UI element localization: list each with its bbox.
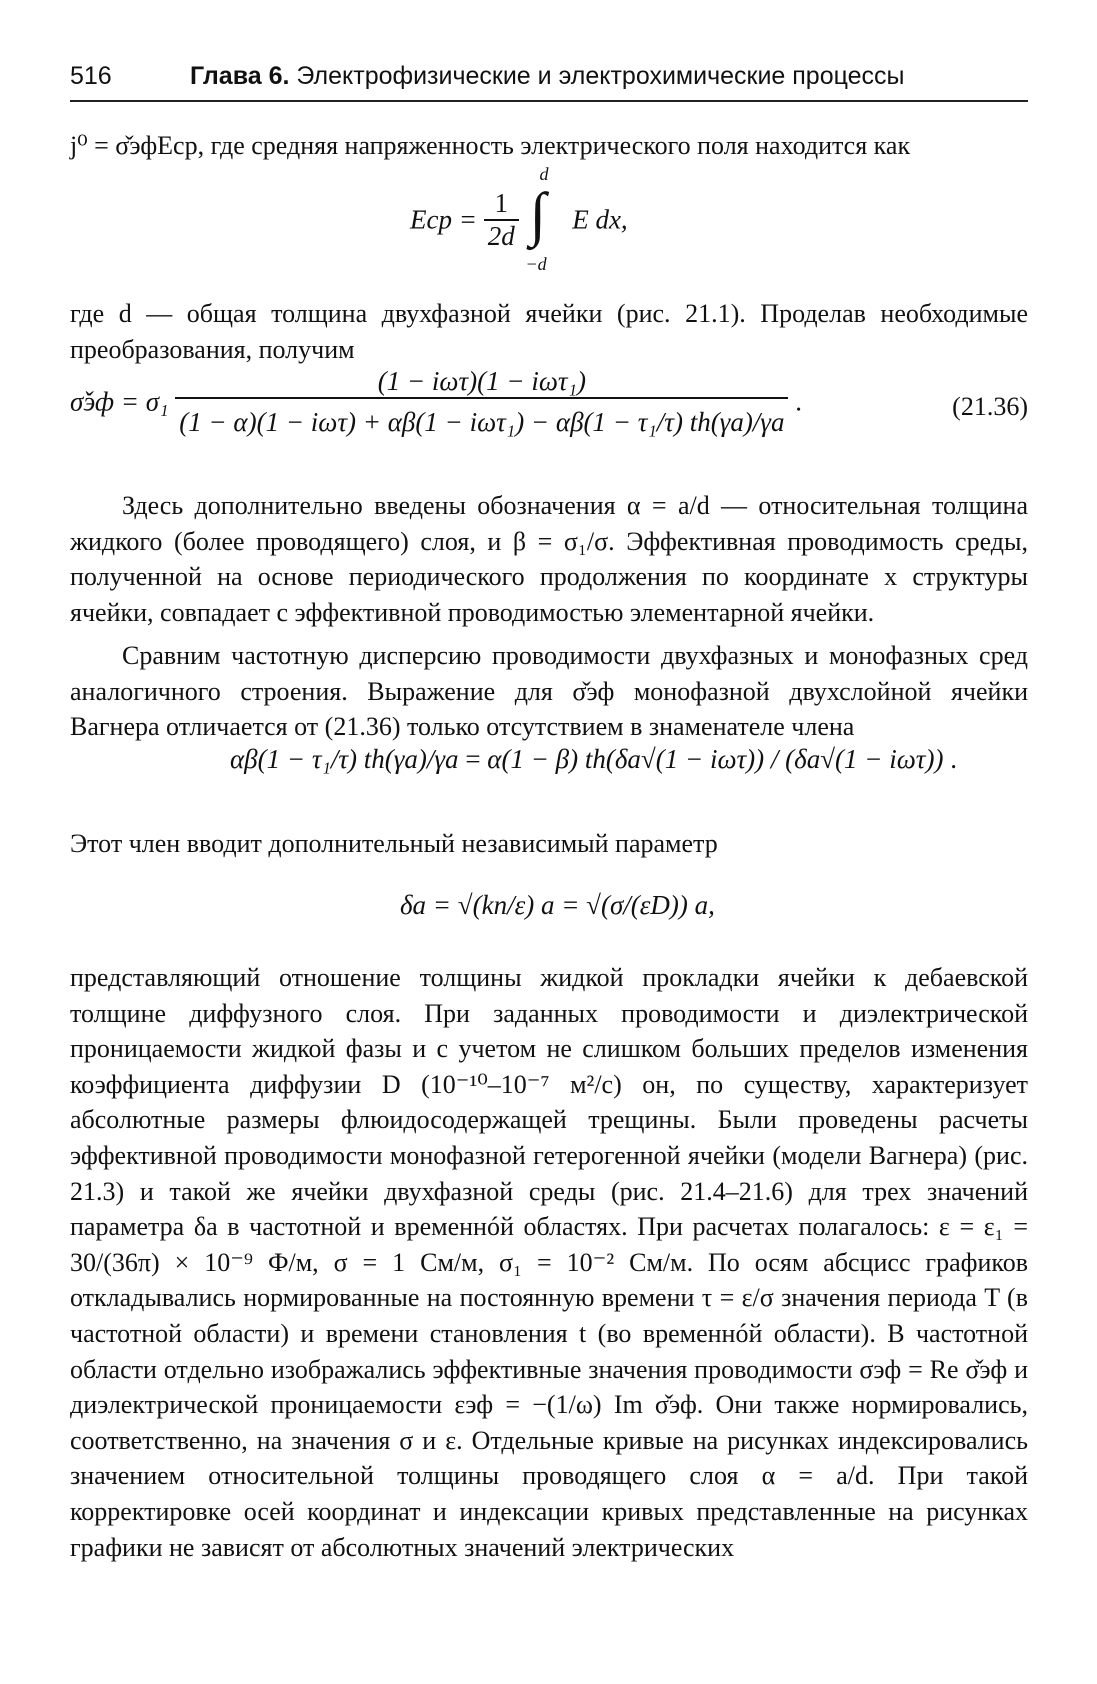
line-current-density: j⁰ = σ̌эфEср, где средняя напряженность электрического поля находится как xyxy=(70,131,911,160)
equation-member xyxy=(230,744,957,775)
integral-upper: d xyxy=(539,164,549,184)
eq-mean-integrand: E dx, xyxy=(572,204,628,235)
integral-sign xyxy=(525,164,565,274)
chapter-heading xyxy=(190,62,905,91)
integral-lower: −d xyxy=(525,254,547,274)
equation-21-36 xyxy=(70,366,802,438)
header-rule xyxy=(70,100,1028,102)
eq-mean-num: 1 xyxy=(494,188,508,218)
chapter-title: Электрофизические и электрохимические процессы xyxy=(296,62,905,90)
page-number: 516 xyxy=(70,62,112,90)
equation-mean-field xyxy=(410,164,628,274)
eq2136-lhs: σ̌эф = σ₁ xyxy=(70,386,169,417)
member-lhs: αβ(1 − τ₁/τ) th(γa)/γa xyxy=(230,744,459,774)
paragraph-comparison: Сравним частотную дисперсию проводимости двухфазных и монофазных сред аналогичного строения. Выражение для σ̌эф монофазной двухслойной ячейки Вагнера отличается от (21.36) только отсутствием в знаменателе члена xyxy=(70,641,1028,742)
paragraph-thickness: где d — общая толщина двухфазной ячейки (рис. 21.1). Проделав необходимые преобразования, получим xyxy=(70,299,1028,364)
equation-number: (21.36) xyxy=(952,392,1028,421)
eq2136-denominator: (1 − α)(1 − iωτ) + αβ(1 − iωτ₁) − αβ(1 − τ₁/τ) th(γa)/γa xyxy=(175,397,788,438)
paragraph-parameter: Этот член вводит дополнительный независимый параметр xyxy=(70,829,718,858)
member-tail: . xyxy=(950,744,957,774)
eq2136-tail: . xyxy=(795,386,802,417)
eq-mean-lhs: Eср = xyxy=(410,204,477,235)
eq-mean-den: 2d xyxy=(484,219,519,252)
delta-expression: δa = √(kn/ε) a = √(σ/(εD)) a, xyxy=(400,890,715,920)
chapter-label: Глава 6. xyxy=(190,62,290,90)
eq2136-fraction xyxy=(175,366,788,438)
running-header xyxy=(70,62,1028,102)
equation-delta xyxy=(400,890,715,921)
eq2136-numerator: (1 − iωτ)(1 − iωτ₁) xyxy=(377,366,586,396)
eq-mean-fraction xyxy=(484,188,519,252)
member-rhs: α(1 − β) th(δa√(1 − iωτ)) / (δa√(1 − iωτ)) xyxy=(487,744,944,774)
integral-glyph: ∫ xyxy=(529,181,546,247)
paragraph-notation: Здесь дополнительно введены обозначения α = a/d — относительная толщина жидкого (более проводящего) слоя, и β = σ₁/σ. Эффективная проводимость среды, полученной на основе периодического продолжения по координате x структуры ячейки, совпадает с эффективной проводимостью элементарной ячейки. xyxy=(70,491,1028,627)
paragraph-main: представляющий отношение толщины жидкой прокладки ячейки к дебаевской толщине диффузного слоя. При заданных проводимости и диэлектрической проницаемости жидкой фазы и с учетом не слишком больших пределов изменения коэффициента диффузии D (10⁻¹⁰–10⁻⁷ м²/с) он, по существу, характеризует абсолютные размеры флюидосодержащей трещины. Были проведены расчеты эффективной проводимости монофазной гетерогенной ячейки (модели Вагнера) (рис. 21.3) и такой же ячейки двухфазной среды (рис. 21.4–21.6) для трех значений параметра δa в частотной и временнóй областях. При расчетах полагалось: ε = ε₁ = 30/(36π) × 10⁻⁹ Ф/м, σ = 1 См/м, σ₁ = 10⁻² См/м. По осям абсцисс графиков откладывались нормированные на постоянную времени τ = ε/σ значения периода T (в частотной области) и времени становления t (во временнóй области). В частотной области отдельно изображались эффективные значения проводимости σэф = Re σ̌эф и диэлектрической проницаемости εэф = −(1/ω) Im σ̌эф. Они также нормировались, соответственно, на значения σ и ε. Отдельные кривые на рисунках индексировались значением относительной толщины проводящего слоя α = a/d. При такой корректировке осей координат и индексации кривых представленные на рисунках графики не зависят от абсолютных значений электрических xyxy=(70,963,1028,1562)
member-eq: = xyxy=(465,744,481,774)
